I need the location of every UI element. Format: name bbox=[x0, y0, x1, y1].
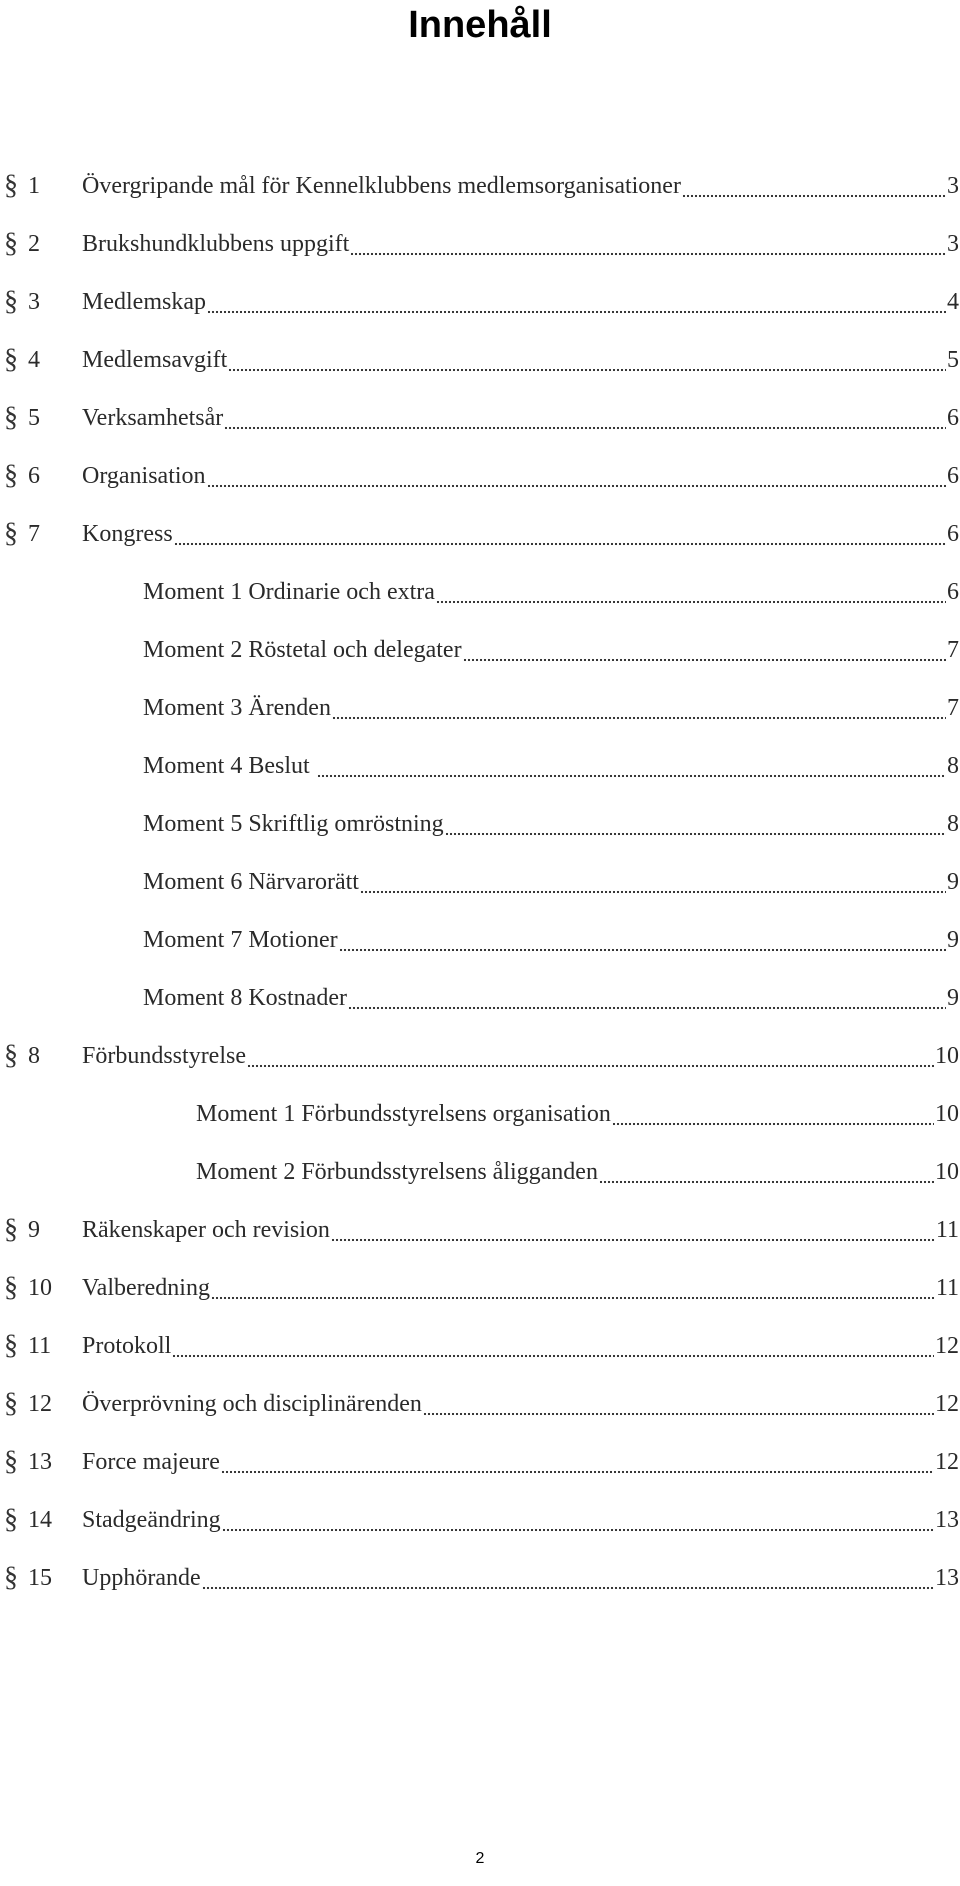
dot-leader bbox=[436, 578, 946, 606]
toc-page: 7 bbox=[947, 637, 959, 663]
toc-entry[interactable] bbox=[0, 1320, 959, 1360]
dot-leader bbox=[339, 926, 946, 954]
toc-number: 6 bbox=[28, 463, 40, 489]
toc-entry[interactable] bbox=[0, 276, 959, 316]
toc-subentry[interactable] bbox=[143, 682, 959, 722]
dot-leader bbox=[202, 1564, 934, 1592]
toc-page: 8 bbox=[947, 811, 959, 837]
toc-page: 8 bbox=[947, 753, 959, 779]
section-symbol: § bbox=[4, 170, 18, 201]
toc-page: 6 bbox=[947, 463, 959, 489]
toc-text: Moment 2 Förbundsstyrelsens åligganden bbox=[196, 1159, 598, 1185]
toc-text: Räkenskaper och revision bbox=[82, 1217, 330, 1243]
toc-subentry[interactable] bbox=[143, 856, 959, 896]
toc-text: Organisation bbox=[82, 463, 206, 489]
toc-subentry[interactable] bbox=[196, 1088, 959, 1128]
dot-leader bbox=[331, 1216, 935, 1244]
toc-page: 10 bbox=[935, 1043, 959, 1069]
dot-leader bbox=[221, 1448, 934, 1476]
toc-entry[interactable] bbox=[0, 1552, 959, 1592]
toc-text: Moment 8 Kostnader bbox=[143, 985, 347, 1011]
toc-page: 10 bbox=[935, 1101, 959, 1127]
toc-entry[interactable] bbox=[0, 1204, 959, 1244]
dot-leader bbox=[222, 1506, 934, 1534]
toc-text: Brukshundklubbens uppgift bbox=[82, 231, 350, 257]
section-symbol: § bbox=[4, 1388, 18, 1419]
toc-text: Överprövning och disciplinärenden bbox=[82, 1391, 422, 1417]
toc-page: 5 bbox=[947, 347, 959, 373]
section-symbol: § bbox=[4, 1562, 18, 1593]
section-symbol: § bbox=[4, 1330, 18, 1361]
dot-leader bbox=[612, 1100, 934, 1128]
toc-subentry[interactable] bbox=[143, 914, 959, 954]
section-symbol: § bbox=[4, 518, 18, 549]
toc-number: 15 bbox=[28, 1565, 52, 1591]
toc-text: Moment 6 Närvarorätt bbox=[143, 869, 359, 895]
section-symbol: § bbox=[4, 1446, 18, 1477]
section-symbol: § bbox=[4, 1214, 18, 1245]
toc-number: 10 bbox=[28, 1275, 52, 1301]
toc-text: Force majeure bbox=[82, 1449, 220, 1475]
section-symbol: § bbox=[4, 1272, 18, 1303]
toc-text: Moment 1 Ordinarie och extra bbox=[143, 579, 435, 605]
toc-page: 9 bbox=[947, 927, 959, 953]
toc-text: Moment 7 Motioner bbox=[143, 927, 338, 953]
toc-entry[interactable] bbox=[0, 334, 959, 374]
toc-page: 7 bbox=[947, 695, 959, 721]
toc-subentry[interactable] bbox=[143, 972, 959, 1012]
toc-text: Upphörande bbox=[82, 1565, 201, 1591]
toc-page: 6 bbox=[947, 579, 959, 605]
toc-number: 7 bbox=[28, 521, 40, 547]
section-symbol: § bbox=[4, 1040, 18, 1071]
section-symbol: § bbox=[4, 460, 18, 491]
toc-page: 6 bbox=[947, 405, 959, 431]
dot-leader bbox=[224, 404, 946, 432]
toc-text: Övergripande mål för Kennelklubbens medlemsorganisationer bbox=[82, 173, 681, 199]
dot-leader bbox=[332, 694, 946, 722]
toc-text: Moment 1 Förbundsstyrelsens organisation bbox=[196, 1101, 611, 1127]
section-symbol: § bbox=[4, 402, 18, 433]
toc-text: Medlemsavgift bbox=[82, 347, 228, 373]
toc-text: Medlemskap bbox=[82, 289, 206, 315]
toc-page: 13 bbox=[935, 1507, 959, 1533]
toc-text: Förbundsstyrelse bbox=[82, 1043, 246, 1069]
toc-page: 6 bbox=[947, 521, 959, 547]
toc-subentry[interactable] bbox=[196, 1146, 959, 1186]
toc-entry[interactable] bbox=[0, 1030, 959, 1070]
toc-page: 13 bbox=[935, 1565, 959, 1591]
toc-text: Valberedning bbox=[82, 1275, 210, 1301]
toc-subentry[interactable] bbox=[143, 740, 959, 780]
toc-text: Moment 5 Skriftlig omröstning bbox=[143, 811, 444, 837]
toc-subentry[interactable] bbox=[143, 798, 959, 838]
dot-leader bbox=[682, 172, 946, 200]
dot-leader bbox=[174, 520, 946, 548]
toc-text: Protokoll bbox=[82, 1333, 172, 1359]
toc-number: 3 bbox=[28, 289, 40, 315]
dot-leader bbox=[172, 1332, 934, 1360]
toc-number: 11 bbox=[28, 1333, 52, 1359]
toc-text: Kongress bbox=[82, 521, 173, 547]
toc-page: 9 bbox=[947, 869, 959, 895]
toc-number: 2 bbox=[28, 231, 40, 257]
toc-page: 11 bbox=[935, 1217, 959, 1243]
section-symbol: § bbox=[4, 344, 18, 375]
dot-leader bbox=[463, 636, 946, 664]
toc-page: 11 bbox=[935, 1275, 959, 1301]
dot-leader bbox=[423, 1390, 934, 1418]
toc-page: 3 bbox=[947, 231, 959, 257]
toc-page: 12 bbox=[935, 1449, 959, 1475]
dot-leader bbox=[228, 346, 946, 374]
toc-text: Moment 4 Beslut bbox=[143, 753, 316, 779]
toc-entry[interactable] bbox=[0, 218, 959, 258]
section-symbol: § bbox=[4, 228, 18, 259]
toc-page: 3 bbox=[947, 173, 959, 199]
toc-entry[interactable] bbox=[0, 160, 959, 200]
toc-number: 5 bbox=[28, 405, 40, 431]
dot-leader bbox=[317, 752, 946, 780]
toc-text: Moment 2 Röstetal och delegater bbox=[143, 637, 462, 663]
page-title: Innehåll bbox=[408, 4, 552, 46]
dot-leader bbox=[207, 288, 946, 316]
dot-leader bbox=[599, 1158, 934, 1186]
toc-entry[interactable] bbox=[0, 1494, 959, 1534]
dot-leader bbox=[360, 868, 946, 896]
dot-leader bbox=[350, 230, 946, 258]
toc-number: 12 bbox=[28, 1391, 52, 1417]
toc-number: 1 bbox=[28, 173, 40, 199]
toc-text: Verksamhetsår bbox=[82, 405, 224, 431]
toc-number: 4 bbox=[28, 347, 40, 373]
dot-leader bbox=[211, 1274, 935, 1302]
toc-text: Moment 3 Ärenden bbox=[143, 695, 331, 721]
toc-subentry[interactable] bbox=[143, 566, 959, 606]
toc-text: Stadgeändring bbox=[82, 1507, 221, 1533]
dot-leader bbox=[445, 810, 946, 838]
toc-entry[interactable] bbox=[0, 1436, 959, 1476]
toc-subentry[interactable] bbox=[143, 624, 959, 664]
toc-entry[interactable] bbox=[0, 508, 959, 548]
toc-number: 8 bbox=[28, 1043, 40, 1069]
toc-page: 12 bbox=[935, 1333, 959, 1359]
toc-page: 4 bbox=[947, 289, 959, 315]
toc-page: 12 bbox=[935, 1391, 959, 1417]
toc-page: 10 bbox=[935, 1159, 959, 1185]
dot-leader bbox=[207, 462, 946, 490]
toc-entry[interactable] bbox=[0, 1378, 959, 1418]
section-symbol: § bbox=[4, 1504, 18, 1535]
toc-entry[interactable] bbox=[0, 392, 959, 432]
toc-entry[interactable] bbox=[0, 1262, 959, 1302]
toc-entry[interactable] bbox=[0, 450, 959, 490]
dot-leader bbox=[348, 984, 946, 1012]
toc-number: 9 bbox=[28, 1217, 40, 1243]
toc-number: 14 bbox=[28, 1507, 52, 1533]
dot-leader bbox=[247, 1042, 934, 1070]
toc-page: 9 bbox=[947, 985, 959, 1011]
footer-page-number: 2 bbox=[475, 1850, 485, 1867]
section-symbol: § bbox=[4, 286, 18, 317]
toc-number: 13 bbox=[28, 1449, 52, 1475]
